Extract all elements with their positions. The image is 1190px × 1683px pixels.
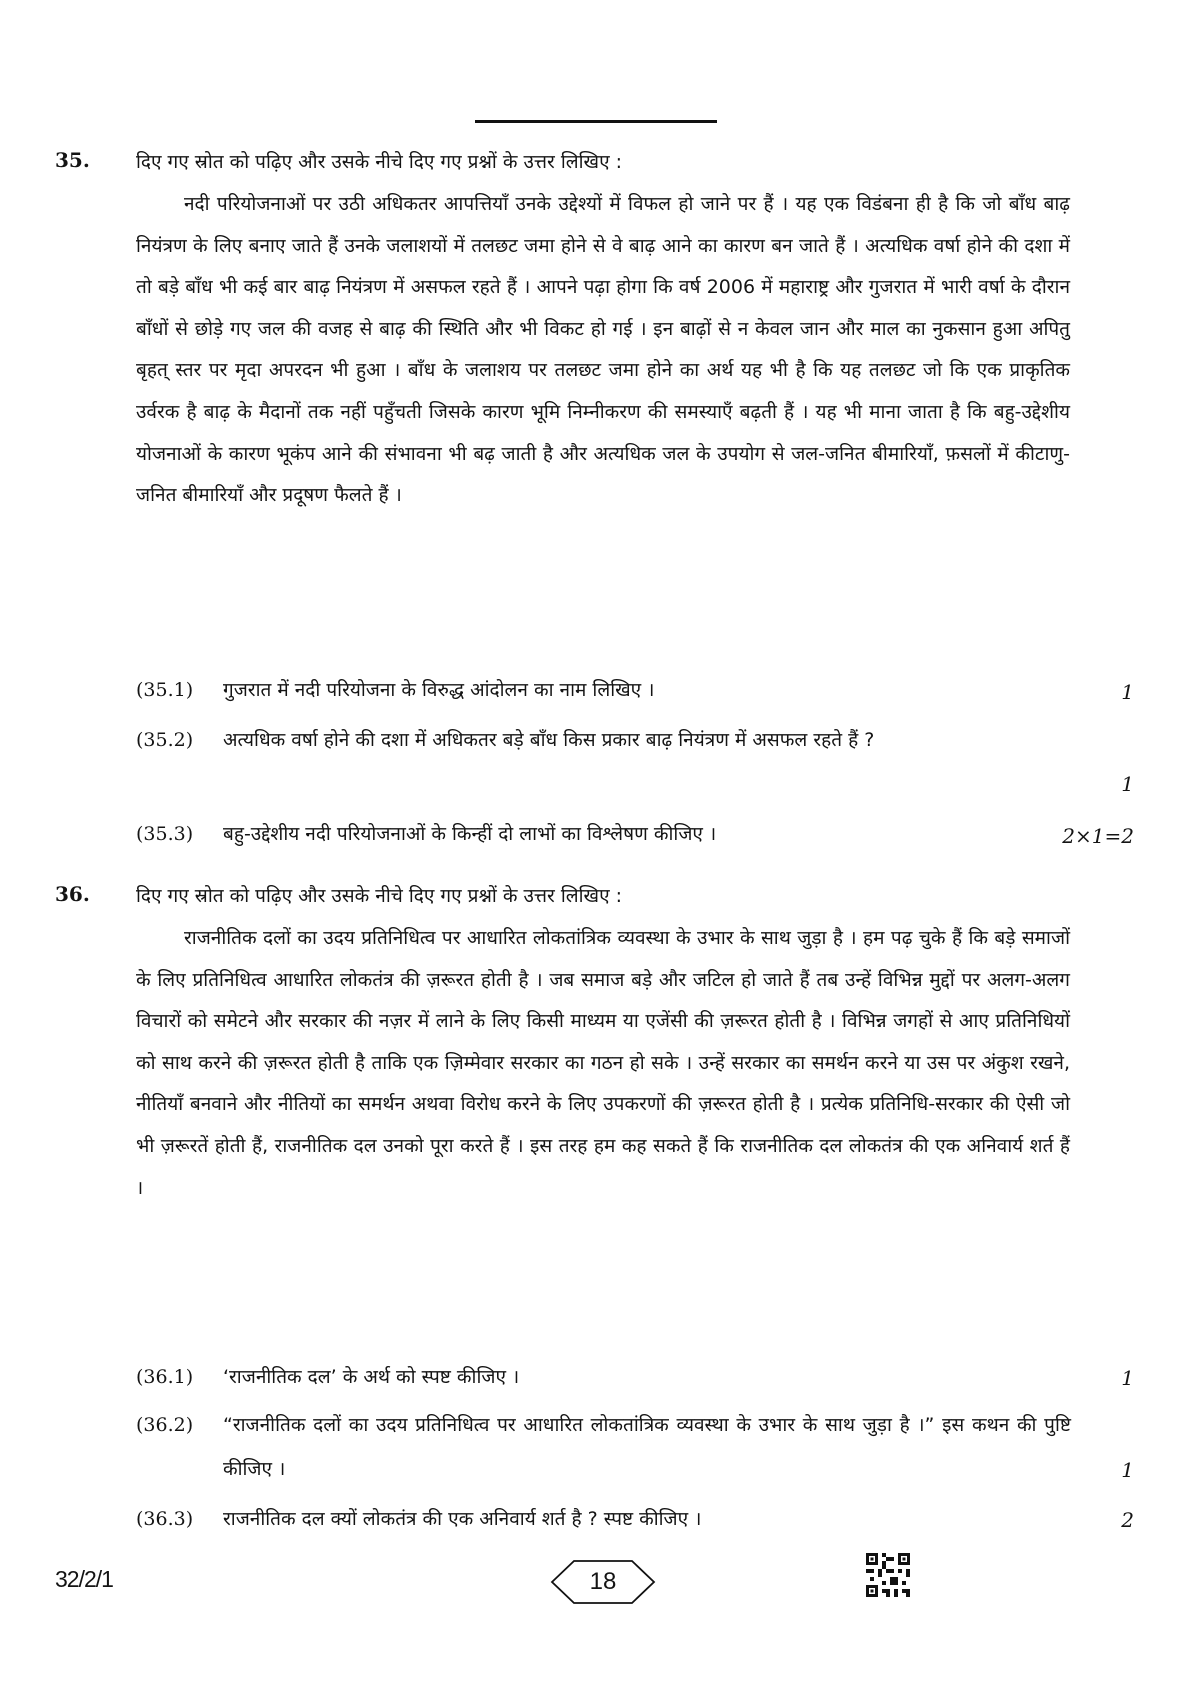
source-passage: राजनीतिक दलों का उदय प्रतिनिधित्व पर आधारित लोकतांत्रिक व्यवस्था के उभार के साथ जुड़ा है । हम पढ़ चुके हैं कि बड़े समाजों के लिए प्रतिनिधित्व आधारित लोकतंत्र की ज़रूरत होती है । जब समाज बड़े और जटिल हो जाते हैं तब उन्हें विभिन्न मुद्दों पर अलग-अलग विचारों को समेटने और सरकार की नज़र में लाने के लिए किसी माध्यम या एजेंसी की ज़रूरत होती है । विभिन्न जगहों से आए प्रतिनिधियों को साथ करने की ज़रूरत होती है ताकि एक ज़िम्मेवार सरकार का गठन हो सके । उन्हें सरकार का समर्थन करने या उस पर अंकुश रखने, नीतियाँ बनवाने और नीतियों का समर्थन अथवा विरोध करने के लिए उपकरणों की ज़रूरत होती है । प्रत्येक प्रतिनिधि-सरकार की ऐसी जो भी ज़रूरतें होती हैं, राजनीतिक दल उनको पूरा करते हैं । इस तरह हम कह सकते हैं कि राजनीतिक दल लोकतंत्र की एक अनिवार्य शर्त हैं । [136,927,1070,1199]
subquestion-text: “राजनीतिक दलों का उदय प्रतिनिधित्व पर आधारित लोकतांत्रिक व्यवस्था के उभार के साथ जुड़ा है ।” इस कथन की पुष्टि कीजिए । [223,1414,1071,1480]
marks: 1 [1121,772,1134,796]
subquestion-text: गुजरात में नदी परियोजना के विरुद्ध आंदोलन का नाम लिखिए । [223,679,655,701]
section-divider [475,120,717,123]
subquestion-label: (35.1) [136,679,194,701]
subquestion-text: बहु-उद्देशीय नदी परियोजनाओं के किन्हीं दो लाभों का विश्लेषण कीजिए । [223,823,717,845]
subquestion-label: (36.3) [136,1508,194,1530]
source-passage: नदी परियोजनाओं पर उठी अधिकतर आपत्तियाँ उनके उद्देश्यों में विफल हो जाने पर हैं । यह एक विडंबना ही है कि जो बाँध बाढ़ नियंत्रण के लिए बनाए जाते हैं उनके जलाशयों में तलछट जमा होने से वे बाढ़ आने का कारण बन जाते हैं । अत्यधिक वर्षा होने की दशा में तो बड़े बाँध भी कई बार बाढ़ नियंत्रण में असफल रहते हैं । आपने पढ़ा होगा कि वर्ष 2006 में महाराष्ट्र और गुजरात में भारी वर्षा के दौरान बाँधों से छोड़े गए जल की वजह से बाढ़ की स्थिति और भी विकट हो गई । इन बाढ़ों से न केवल जान और माल का नुकसान हुआ अपितु बृहत् स्तर पर मृदा अपरदन भी हुआ । बाँध के जलाशय पर तलछट जमा होने का अर्थ यह भी है कि यह तलछट जो कि एक प्राकृतिक उर्वरक है बाढ़ के मैदानों तक नहीं पहुँचती जिसके कारण भूमि निम्नीकरण की समस्याएँ बढ़ती हैं । यह भी माना जाता है कि बहु-उद्देशीय योजनाओं के कारण भूकंप आने की संभावना भी बढ़ जाती है और अत्यधिक जल के उपयोग से जल-जनित बीमारियाँ, फ़सलों में कीटाणु-जनित बीमारियाँ और प्रदूषण फैलते हैं । [136,193,1070,507]
question-instruction: दिए गए स्रोत को पढ़िए और उसके नीचे दिए गए प्रश्नों के उत्तर लिखिए : [136,151,623,173]
subquestion [136,718,1130,762]
qr-code-icon [866,1553,910,1597]
marks: 2×1=2 [1062,824,1134,848]
subquestion-text: राजनीतिक दल क्यों लोकतंत्र की एक अनिवार्य शर्त है ? स्पष्ट कीजिए । [223,1508,702,1530]
marks: 1 [1121,680,1134,704]
subquestion [136,812,1130,856]
marks: 1 [1121,1366,1134,1390]
subquestion [136,1355,1130,1399]
subquestion [136,668,1130,712]
question-instruction: दिए गए स्रोत को पढ़िए और उसके नीचे दिए गए प्रश्नों के उत्तर लिखिए : [136,885,623,907]
subquestion-label: (36.1) [136,1366,194,1388]
paper-code: 32/2/1 [55,1566,113,1592]
subquestion-text: अत्यधिक वर्षा होने की दशा में अधिकतर बड़े बाँध किस प्रकार बाढ़ नियंत्रण में असफल रहते हैं ? [223,729,875,751]
page-number-badge [550,1559,656,1605]
subquestion [136,1403,1130,1491]
subquestion-text: ‘राजनीतिक दल’ के अर्थ को स्पष्ट कीजिए । [223,1366,520,1388]
marks: 1 [1121,1458,1134,1482]
page-number: 18 [589,1568,617,1595]
subquestion [136,1497,1130,1541]
question-number: 36. [55,882,90,906]
subquestion-label: (36.2) [136,1414,194,1436]
question-number: 35. [55,148,90,172]
marks: 2 [1121,1508,1134,1532]
subquestion-label: (35.3) [136,823,194,845]
subquestion-label: (35.2) [136,729,194,751]
